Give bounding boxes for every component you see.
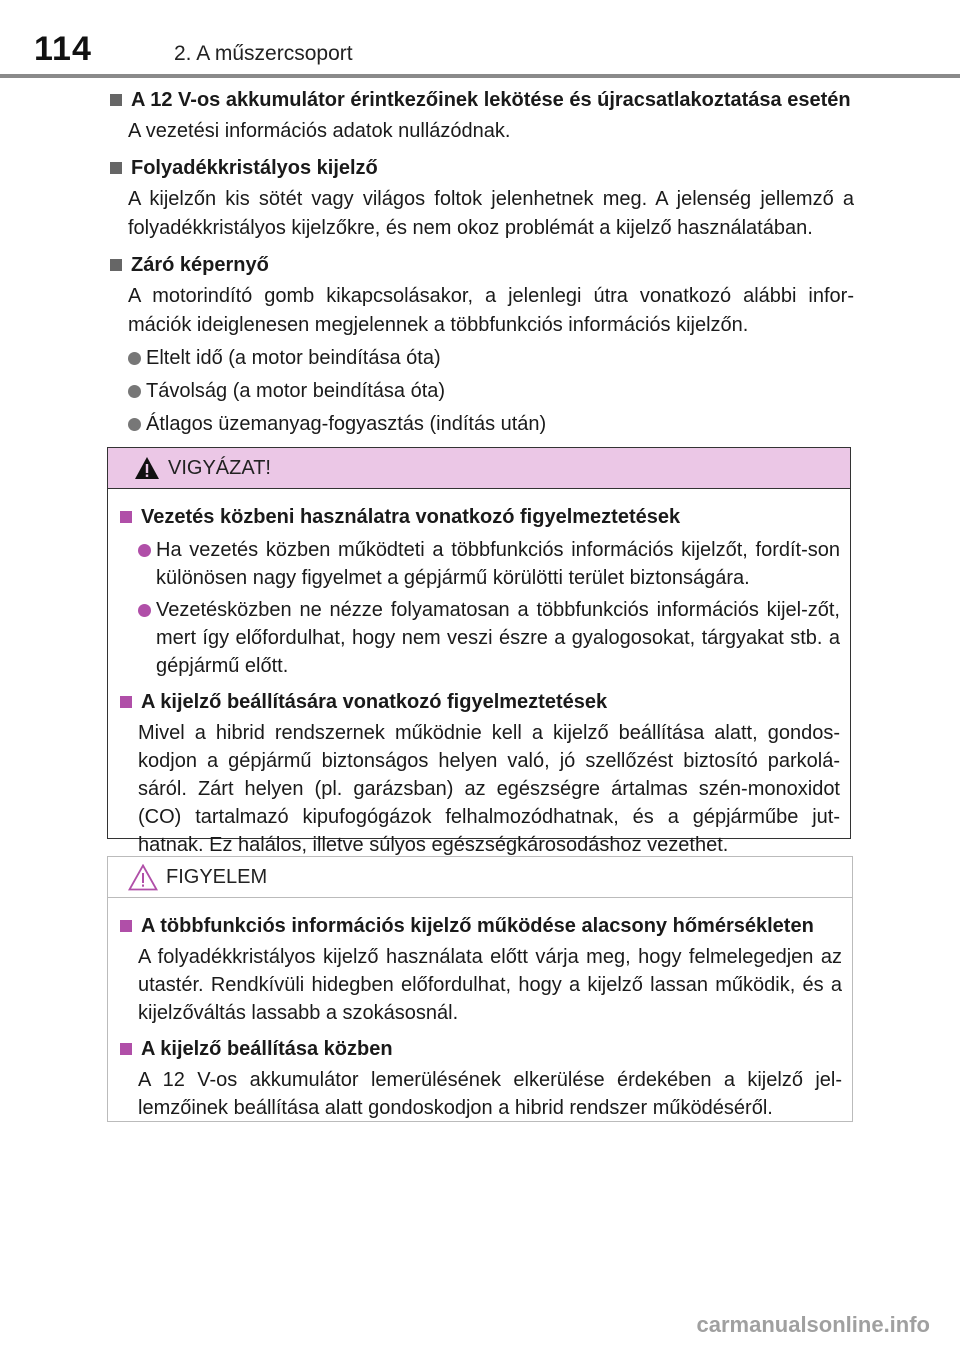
section-body: Mivel a hibrid rendszernek működnie kell a kijelző beállítása alatt, gondos-kodjon a gépjármű biztonságos helyen való, jó szellőzést biztosító parkolá-sáról. Zárt helyen (pl. garázsban) az egészségre ártalmas szén-monoxidot (CO) tartalmazó kipufogógázok felhalmozódhatnak, és a gépjárműbe jut-hatnak. Ez halálos, illetve súlyos egészségkárosodáshoz vezethet. bbox=[138, 722, 840, 856]
caution-box bbox=[107, 856, 853, 1122]
circle-bullet-icon bbox=[128, 385, 141, 398]
square-bullet-icon bbox=[120, 1043, 132, 1055]
warning-triangle-icon bbox=[134, 456, 160, 480]
square-bullet-icon bbox=[110, 162, 122, 174]
page-header bbox=[0, 0, 960, 80]
section-lcd bbox=[108, 154, 854, 243]
section-heading: Vezetés közbeni használatra vonatkozó figyelmeztetések bbox=[118, 503, 840, 532]
footer-watermark: carmanualsonline.info bbox=[696, 1312, 930, 1337]
section-heading: A kijelző beállítására vonatkozó figyelmeztetések bbox=[118, 688, 840, 717]
warning-box-body bbox=[108, 489, 850, 859]
section-heading: Folyadékkristályos kijelző bbox=[108, 154, 854, 183]
main-content bbox=[108, 86, 854, 447]
square-bullet-icon bbox=[110, 259, 122, 271]
list-item: Átlagos üzemanyag-fogyasztás (indítás után) bbox=[108, 410, 854, 439]
header-rule bbox=[0, 74, 960, 78]
circle-bullet-icon bbox=[138, 544, 151, 557]
square-bullet-icon bbox=[110, 94, 122, 106]
caution-box-body bbox=[108, 898, 852, 1122]
section-body: A motorindító gomb kikapcsolásakor, a jelenlegi útra vonatkozó alábbi infor-mációk ideiglenesen megjelennek a többfunkciós információs kijelzőn. bbox=[128, 285, 854, 336]
section-heading: A 12 V-os akkumulátor érintkezőinek lekötése és újracsatlakoztatása esetén bbox=[108, 86, 854, 115]
warning-section-driving bbox=[118, 503, 840, 680]
square-bullet-icon bbox=[120, 920, 132, 932]
list-item: Vezetésközben ne nézze folyamatosan a többfunkciós információs kijel-zőt, mert így előfordulhat, hogy nem veszi észre a gyalogosokat, tárgyakat stb. a gépjármű előtt. bbox=[118, 596, 840, 680]
caution-section-low-temp bbox=[118, 912, 842, 1027]
warning-section-settings bbox=[118, 688, 840, 859]
warning-box-title: VIGYÁZAT! bbox=[108, 448, 850, 489]
chapter-title: 2. A műszercsoport bbox=[174, 42, 353, 65]
page-number: 114 bbox=[34, 30, 92, 68]
square-bullet-icon bbox=[120, 511, 132, 523]
circle-bullet-icon bbox=[138, 604, 151, 617]
caution-section-settings bbox=[118, 1035, 842, 1122]
section-body: A folyadékkristályos kijelző használata előtt várja meg, hogy felmelegedjen az utastér. Rendkívüli hidegben előfordulhat, hogy a kijelző lassan működik, és a kijelzőváltás lassabb a szokásosnál. bbox=[138, 946, 842, 1024]
section-body: A 12 V-os akkumulátor lemerülésének elkerülése érdekében a kijelző jel-lemzőinek beállítása alatt gondoskodjon a hibrid rendszer működéséről. bbox=[138, 1069, 842, 1119]
section-heading: A többfunkciós információs kijelző működése alacsony hőmérsékleten bbox=[118, 912, 842, 941]
section-battery bbox=[108, 86, 854, 146]
circle-bullet-icon bbox=[128, 418, 141, 431]
list-item: Ha vezetés közben működteti a többfunkciós információs kijelzőt, fordít-son különösen nagy figyelmet a gépjármű körülötti terület biztonságára. bbox=[118, 536, 840, 592]
section-heading: A kijelző beállítása közben bbox=[118, 1035, 842, 1064]
section-body: A kijelzőn kis sötét vagy világos foltok jelenhetnek meg. A jelenség jellemző a folyadékkristályos kijelzőkre, és nem okoz problémát a kijelző használatában. bbox=[128, 188, 854, 239]
circle-bullet-icon bbox=[128, 352, 141, 365]
square-bullet-icon bbox=[120, 696, 132, 708]
warning-box bbox=[107, 447, 851, 856]
section-body: A vezetési információs adatok nullázódnak. bbox=[128, 120, 511, 142]
section-end-screen bbox=[108, 251, 854, 439]
caution-box-title: FIGYELEM bbox=[108, 857, 852, 898]
section-heading: Záró képernyő bbox=[108, 251, 854, 280]
list-item: Eltelt idő (a motor beindítása óta) bbox=[108, 344, 854, 373]
caution-triangle-outline-icon bbox=[128, 864, 158, 891]
list-item: Távolság (a motor beindítása óta) bbox=[108, 377, 854, 406]
